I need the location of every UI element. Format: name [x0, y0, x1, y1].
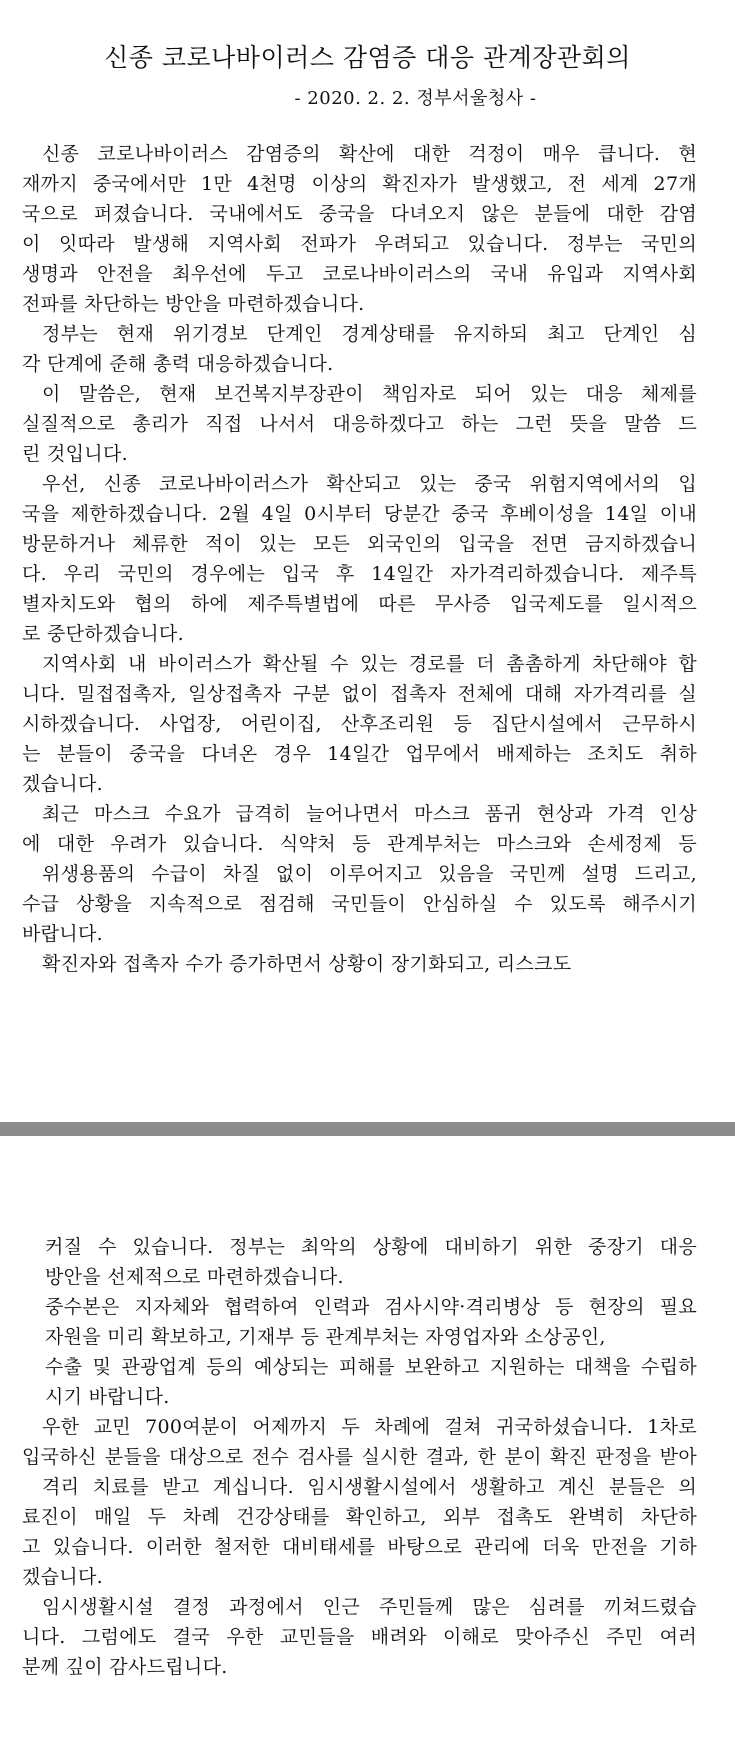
body-line: 고 있습니다. 이러한 철저한 대비태세를 바탕으로 관리에 더욱 만전을 기하 [22, 1536, 697, 1558]
document-subtitle: - 2020. 2. 2. 정부서울청사 - [294, 88, 537, 109]
body-line: 신종 코로나바이러스 감염증의 확산에 대한 걱정이 매우 큽니다. 현 [42, 143, 697, 165]
body-line: 우한 교민 700여분이 어제까지 두 차례에 걸쳐 귀국하셨습니다. 1차로 [42, 1416, 697, 1438]
body-line: 생명과 안전을 최우선에 두고 코로나바이러스의 국내 유입과 지역사회 [22, 263, 697, 285]
body-line: 니다. 그럼에도 결국 우한 교민들을 배려와 이해로 맞아주신 주민 여러 [22, 1626, 697, 1648]
body-line: 겠습니다. [22, 773, 103, 795]
body-line: 각 단계에 준해 총력 대응하겠습니다. [22, 353, 334, 375]
body-line: 방문하거나 체류한 적이 있는 모든 외국인의 입국을 전면 금지하겠습니 [22, 533, 697, 555]
body-line: 국으로 퍼졌습니다. 국내에서도 중국을 다녀오지 않은 분들에 대한 감염 [22, 203, 697, 225]
body-line: 중수본은 지자체와 협력하여 인력과 검사시약·격리병상 등 현장의 필요 [45, 1296, 697, 1318]
body-line: 재까지 중국에서만 1만 4천명 이상의 확진자가 발생했고, 전 세계 27개 [22, 173, 697, 195]
body-line: 분께 깊이 감사드립니다. [22, 1656, 228, 1678]
body-line: 이 잇따라 발생해 지역사회 전파가 우려되고 있습니다. 정부는 국민의 [22, 233, 697, 255]
body-line: 자원을 미리 확보하고, 기재부 등 관계부처는 자영업자와 소상공인, [45, 1326, 606, 1348]
body-line: 에 대한 우려가 있습니다. 식약처 등 관계부처는 마스크와 손세정제 등 [22, 833, 697, 855]
body-line: 다. 우리 국민의 경우에는 입국 후 14일간 자가격리하겠습니다. 제주특 [22, 563, 697, 585]
body-line: 수급 상황을 지속적으로 점검해 국민들이 안심하실 수 있도록 해주시기 [22, 893, 697, 915]
body-line: 전파를 차단하는 방안을 마련하겠습니다. [22, 293, 365, 315]
body-line: 우선, 신종 코로나바이러스가 확산되고 있는 중국 위험지역에서의 입 [42, 473, 697, 495]
body-line: 국을 제한하겠습니다. 2월 4일 0시부터 당분간 중국 후베이성을 14일 이내 [22, 503, 697, 525]
body-line: 료진이 매일 두 차례 건강상태를 확인하고, 외부 접촉도 완벽히 차단하 [22, 1506, 697, 1528]
document-title: 신종 코로나바이러스 감염증 대응 관계장관회의 [104, 43, 631, 72]
body-line: 임시생활시설 결정 과정에서 인근 주민들께 많은 심려를 끼쳐드렸습 [42, 1596, 697, 1618]
body-line: 확진자와 접촉자 수가 증가하면서 상황이 장기화되고, 리스크도 [42, 953, 572, 975]
body-line: 위생용품의 수급이 차질 없이 이루어지고 있음을 국민께 설명 드리고, [42, 863, 697, 885]
body-line: 는 분들이 중국을 다녀온 경우 14일간 업무에서 배제하는 조치도 취하 [22, 743, 697, 765]
body-line: 이 말씀은, 현재 보건복지부장관이 책임자로 되어 있는 대응 체제를 [42, 383, 697, 405]
body-line: 수출 및 관광업계 등의 예상되는 피해를 보완하고 지원하는 대책을 수립하 [45, 1356, 697, 1378]
body-line: 최근 마스크 수요가 급격히 늘어나면서 마스크 품귀 현상과 가격 인상 [42, 803, 697, 825]
body-line: 지역사회 내 바이러스가 확산될 수 있는 경로를 더 촘촘하게 차단해야 합 [42, 653, 697, 675]
body-line: 격리 치료를 받고 계십니다. 임시생활시설에서 생활하고 계신 분들은 의 [42, 1476, 697, 1498]
body-line: 시기 바랍니다. [45, 1386, 170, 1408]
body-line: 시하겠습니다. 사업장, 어린이집, 산후조리원 등 집단시설에서 근무하시 [22, 713, 697, 735]
document-page-2 [0, 1136, 735, 1754]
body-line: 별자치도와 협의 하에 제주특별법에 따른 무사증 입국제도를 일시적으 [22, 593, 697, 615]
body-line: 입국하신 분들을 대상으로 전수 검사를 실시한 결과, 한 분이 확진 판정을 받아 [22, 1446, 697, 1468]
body-line: 린 것입니다. [22, 443, 128, 465]
body-line: 니다. 밀접접촉자, 일상접촉자 구분 없이 접촉자 전체에 대해 자가격리를 실 [22, 683, 697, 705]
body-line: 방안을 선제적으로 마련하겠습니다. [45, 1266, 344, 1288]
body-line: 로 중단하겠습니다. [22, 623, 184, 645]
body-line: 겠습니다. [22, 1566, 103, 1588]
body-line: 바랍니다. [22, 923, 103, 945]
page-break-divider [0, 1122, 735, 1136]
body-line: 실질적으로 총리가 직접 나서서 대응하겠다고 하는 그런 뜻을 말씀 드 [22, 413, 697, 435]
body-line: 정부는 현재 위기경보 단계인 경계상태를 유지하되 최고 단계인 심 [42, 323, 697, 345]
body-line: 커질 수 있습니다. 정부는 최악의 상황에 대비하기 위한 중장기 대응 [45, 1236, 697, 1258]
